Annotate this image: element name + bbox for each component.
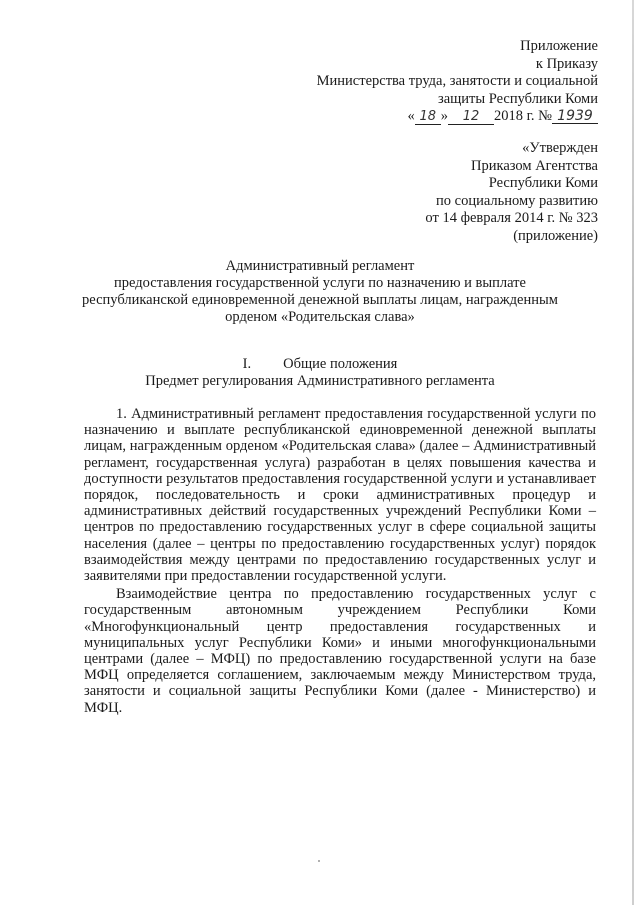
- handwritten-month: 12: [448, 110, 494, 125]
- order-reference: к Приказу: [535, 55, 598, 72]
- paragraph-2: Взаимодействие центра по предоставлению государственных услуг с государственным автономным учреждением Республики Коми «Многофункциональный центр предоставления государственных и муниципальных услуг Республики Коми» и иными многофункциональными центрами (далее – МФЦ) по предоставлению государственной услуги на базе МФЦ определяется соглашением, заключаемым между Министерством труда, занятости и социальной защиты Республики Коми (далее - Министерство) и МФЦ.: [84, 586, 596, 716]
- section-heading: [50, 356, 590, 390]
- section-subtitle: Предмет регулирования Административного регламента: [145, 373, 495, 389]
- section-name: Общие положения: [283, 356, 398, 372]
- year-and-number-label: 2018 г. №: [493, 108, 552, 124]
- approved-label: «Утвержден: [522, 140, 598, 156]
- title-line4: орденом «Родительская слава»: [225, 309, 415, 325]
- title-line1: Административный регламент: [225, 258, 415, 274]
- approved-agency-line1: Республики Коми: [488, 175, 598, 191]
- approved-date-number: от 14 февраля 2014 г. № 323: [425, 210, 598, 226]
- scan-edge-line: [632, 0, 634, 905]
- paragraph-1: 1. Административный регламент предоставления государственной услуги по назначению и выплате республиканской единовременной денежной выплаты лицам, награжденным орденом «Родительская слава» (далее – Административный регламент, государственная услуга) разработан в целях повышения качества и доступности результатов предоставления государственной услуги и устанавливает порядок, последовательность и сроки административных процедур и административных действий государственных учреждений Республики Коми – центров по предоставлению государственных услуг в сфере социальной защиты населения (далее – центры по предоставлению государственных услуг) порядок взаимодействия между центрами по предоставлению государственных услуг и заявителями при предоставлении государственной услуги.: [84, 406, 596, 585]
- title-line2: предоставления государственной услуги по назначению и выплате: [114, 275, 526, 291]
- scan-speck: [318, 860, 320, 862]
- handwritten-day: 18: [415, 110, 441, 125]
- date-close-quote: »: [440, 108, 448, 124]
- ministry-name-line2: защиты Республики Коми: [437, 90, 598, 107]
- appendix-header: [278, 38, 598, 126]
- order-date-line: [278, 108, 598, 126]
- approved-by-line: Приказом Агентства: [471, 157, 598, 174]
- handwritten-order-number: 1939: [552, 109, 598, 124]
- section-title-line: [50, 356, 590, 373]
- approval-stamp-text: [338, 140, 598, 245]
- date-open-quote: «: [407, 108, 415, 124]
- title-line3: республиканской единовременной денежной выплаты лицам, награжденным: [82, 292, 558, 308]
- approved-appendix-note: (приложение): [513, 227, 598, 244]
- approved-agency-line2: по социальному развитию: [436, 192, 598, 209]
- section-number: I.: [242, 356, 252, 372]
- document-title: [50, 258, 590, 326]
- ministry-name-line1: Министерства труда, занятости и социальной: [316, 73, 598, 89]
- appendix-label: Приложение: [520, 38, 598, 54]
- document-body: [84, 406, 596, 716]
